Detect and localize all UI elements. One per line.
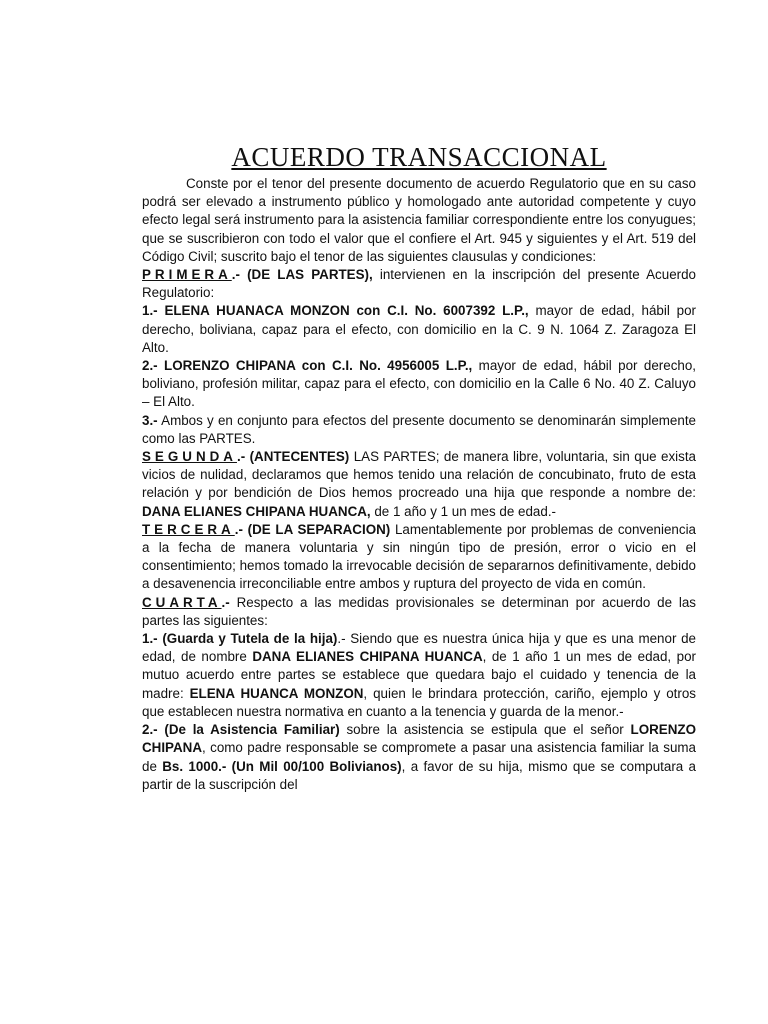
clause-heading-tercera: .- (DE LA SEPARACION): [234, 521, 391, 537]
item-1-child: DANA ELIANES CHIPANA HUANCA: [252, 649, 483, 665]
party-1-name: 1.- ELENA HUANACA MONZON con C.I. No. 6007392 L.P.,: [142, 303, 529, 319]
clause-primera: [142, 266, 696, 302]
item-1-mother: ELENA HUANCA MONZON: [189, 685, 364, 701]
item-2-asistencia: [142, 721, 696, 794]
item-2-text-1: sobre la asistencia se estipula que el señor: [339, 722, 631, 738]
clause-text-segunda-2: de 1 año y 1 un mes de edad.-: [370, 503, 557, 519]
clause-label-cuarta: CUARTA: [142, 594, 222, 610]
party-3-details: Ambos y en conjunto para efectos del presente documento se denominarán simplemente como las PARTES.: [142, 412, 696, 446]
clause-text-tercera: Lamentablemente por problemas de conveniencia a la fecha de manera voluntaria y sin ningún tipo de presión, error o vicio en el consentimiento; hemos tomado la irrevocable decisión de separarnos definitivamente, debido a desavenencia irreconciliable entre ambos y ruptura del proyecto de vida en común.: [142, 521, 696, 592]
party-2-details: mayor de edad, hábil por derecho, boliviano, profesión militar, capaz para el efecto, con domicilio en la Calle 6 No. 40 Z. Caluyo – El Alto.: [142, 358, 697, 410]
item-1-guarda: [142, 630, 696, 721]
clause-label-tercera: TERCERA: [142, 521, 235, 537]
party-1: [142, 302, 696, 357]
item-1-heading: 1.- (Guarda y Tutela de la hija): [142, 631, 338, 647]
clause-heading-segunda: .- (ANTECENTES): [236, 449, 350, 465]
party-2: [142, 357, 696, 412]
party-3-number: 3.-: [142, 412, 158, 428]
party-3: [142, 412, 696, 448]
clause-tercera: [142, 521, 696, 594]
item-2-text-3: , a favor de su hija, mismo que se computara a partir de la suscripción del: [142, 758, 696, 792]
item-2-amount: Bs. 1000.- (Un Mil 00/100 Bolivianos): [162, 758, 402, 774]
item-1-text-3: , quien le brindara protección, cariño, ejemplo y otros que establecen nuestra normativa en cuanto a la tenencia y guarda de la menor.-: [142, 685, 696, 719]
clause-label-primera: PRIMERA: [142, 267, 232, 283]
item-2-text-2: , como padre responsable se compromete a pasar una asistencia familiar la suma de: [142, 740, 696, 774]
clause-text-segunda-1: LAS PARTES; de manera libre, voluntaria, sin que exista vicios de nulidad, declaramos que hemos tenido una relación de concubinato, fruto de esta relación y por bendición de Dios hemos procreado una hija que responde a nombre de:: [142, 449, 696, 501]
clause-text-cuarta: Respecto a las medidas provisionales se determinan por acuerdo de las partes las siguientes:: [142, 594, 696, 628]
item-1-text-2: , de 1 año 1 un mes de edad, por mutuo acuerdo entre partes se establece que quedara bajo el cuidado y tenencia de la madre:: [142, 649, 696, 701]
child-name: DANA ELIANES CHIPANA HUANCA,: [142, 503, 371, 519]
clause-segunda: [142, 448, 696, 521]
clause-label-segunda: SEGUNDA: [142, 449, 237, 465]
party-2-name: 2.- LORENZO CHIPANA con C.I. No. 4956005 L.P.,: [142, 358, 473, 374]
document-body: [142, 175, 696, 794]
clause-text-primera: intervienen en la inscripción del presente Acuerdo Regulatorio:: [142, 267, 696, 301]
clause-heading-primera: .- (DE LAS PARTES),: [231, 267, 373, 283]
intro-paragraph: Conste por el tenor del presente documento de acuerdo Regulatorio que en su caso podrá ser elevado a instrumento público y homologado ante autoridad competente y cuyo efecto legal será instrumento para la asistencia familiar correspondiente entre los conyugues; que se suscribieron con todo el valor que el confiere el Art. 945 y siguientes y el Art. 519 del Código Civil; suscrito bajo el tenor de las siguientes clausulas y condiciones:: [142, 176, 696, 264]
item-2-heading: 2.- (De la Asistencia Familiar): [142, 722, 340, 738]
item-1-text-1: .- Siendo que es nuestra única hija y que es una menor de edad, de nombre: [142, 631, 696, 665]
clause-heading-cuarta: .-: [221, 594, 230, 610]
clause-cuarta: [142, 594, 696, 630]
party-1-details: mayor de edad, hábil por derecho, boliviana, capaz para el efecto, con domicilio en la C. 9 N. 1064 Z. Zaragoza El Alto.: [142, 303, 697, 355]
item-2-father: LORENZO CHIPANA: [142, 722, 696, 756]
document-title: ACUERDO TRANSACCIONAL: [231, 142, 607, 172]
